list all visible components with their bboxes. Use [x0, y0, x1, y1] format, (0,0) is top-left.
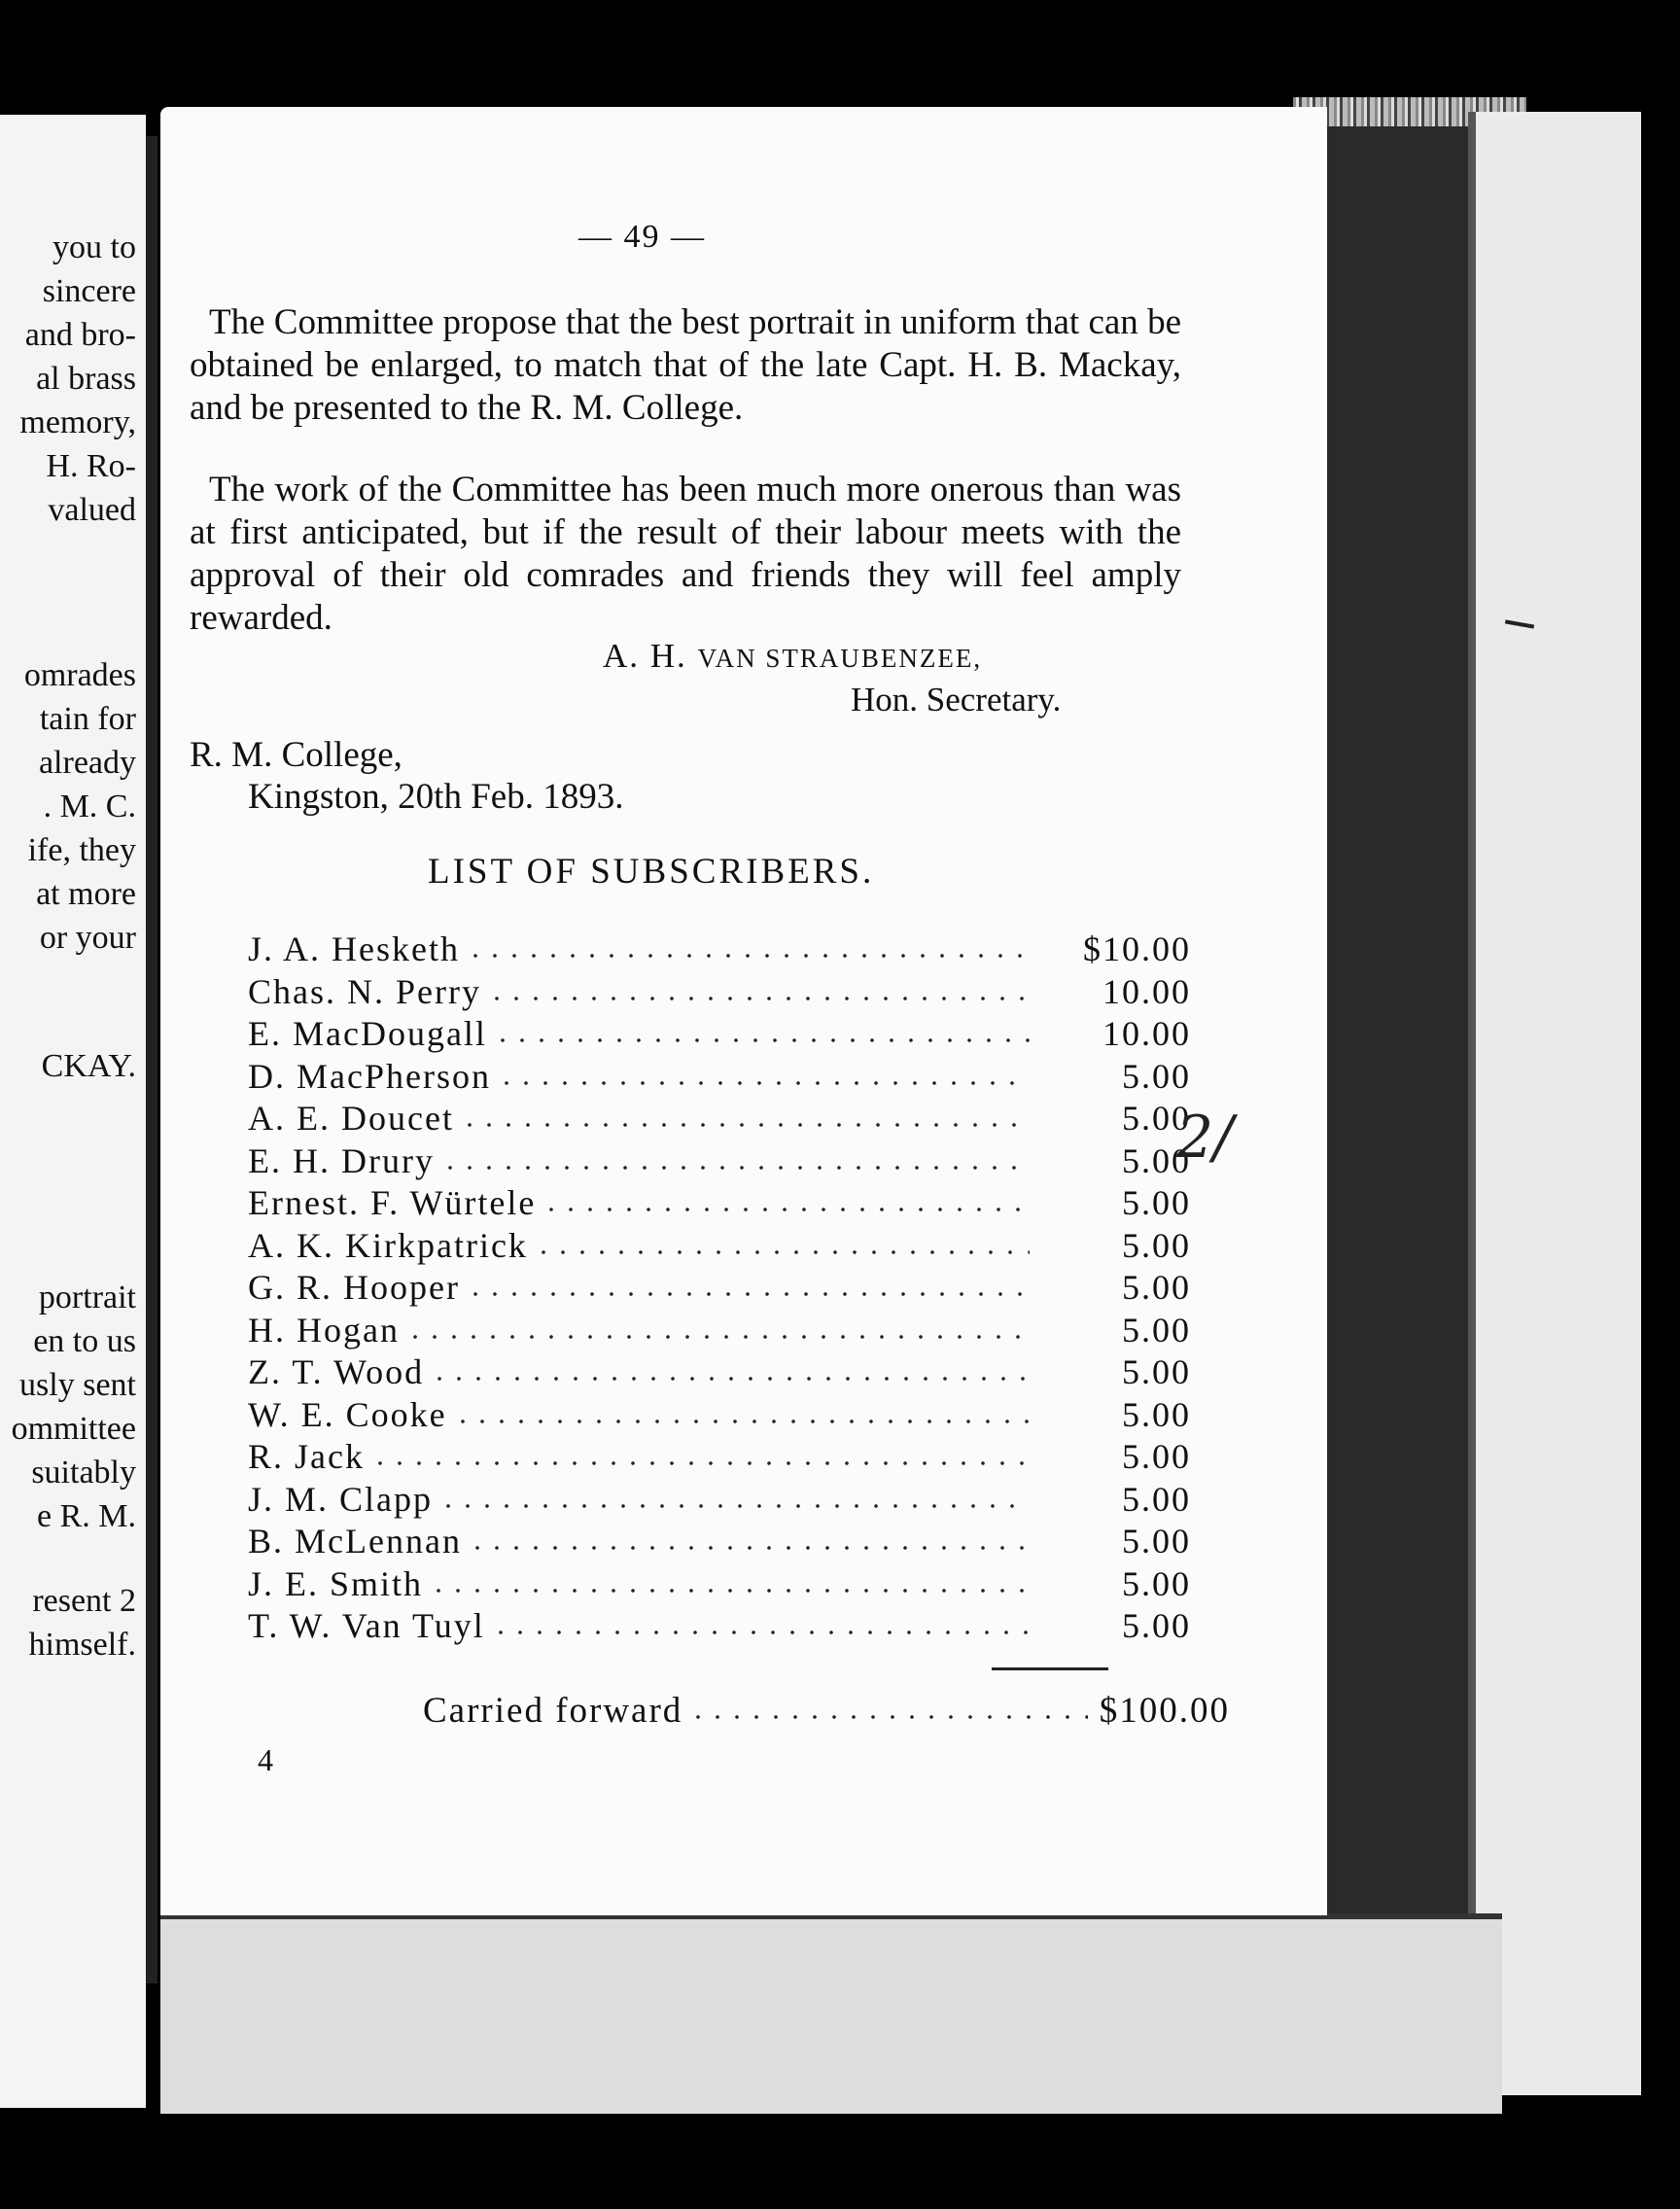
address-line-1: R. M. College,	[190, 735, 402, 775]
facing-page-line: resent 2	[32, 1583, 136, 1619]
leader-dots	[405, 1307, 1030, 1342]
facing-page-line: at more	[36, 876, 136, 912]
total-rule	[992, 1667, 1108, 1670]
subscriber-name: G. R. Hooper	[248, 1268, 460, 1307]
subscriber-name: H. Hogan	[248, 1310, 400, 1350]
leader-dots	[438, 1476, 1030, 1511]
facing-page-line: portrait	[38, 1280, 136, 1315]
leader-dots	[460, 1095, 1030, 1130]
facing-page-line: . M. C.	[43, 789, 136, 824]
facing-page-line: valued	[48, 492, 136, 528]
facing-page-line: ife, they	[27, 832, 136, 868]
subscriber-row	[248, 1010, 1220, 1053]
subscriber-name: J. E. Smith	[248, 1563, 424, 1603]
leader-dots	[429, 1560, 1030, 1595]
facing-page-line: or your	[39, 920, 136, 956]
subscriber-amount: 5.00	[1122, 1437, 1191, 1476]
subscriber-name: J. M. Clapp	[248, 1479, 434, 1519]
committee-paragraph-1: The Committee propose that the best portrait in uniform that can be obtained be enlarged, to match that of the late Capt. H. B. Mackay, and be presented to the R. M. College.	[190, 302, 1181, 428]
facing-page-line: CKAY.	[41, 1048, 136, 1084]
facing-page-line: himself.	[28, 1627, 136, 1663]
total-label: Carried forward	[423, 1691, 683, 1731]
subscriber-amount: 5.00	[1122, 1394, 1191, 1434]
signer-initials: A. H.	[603, 637, 698, 675]
facing-page-line: usly sent	[19, 1367, 136, 1403]
subscriber-row	[248, 1307, 1220, 1350]
subscriber-name: Z. T. Wood	[248, 1352, 425, 1391]
subscriber-amount: 5.00	[1122, 1140, 1191, 1180]
leader-dots	[688, 1687, 1088, 1722]
facing-page-line: en to us	[33, 1323, 136, 1359]
total-amount: $100.00	[1099, 1691, 1230, 1731]
subscriber-amount: 5.00	[1122, 1479, 1191, 1519]
leader-dots	[370, 1433, 1030, 1468]
facing-page-line: memory,	[19, 404, 136, 440]
signer-title: Hon. Secretary.	[851, 681, 1062, 719]
leader-dots	[466, 1264, 1030, 1299]
book-page	[160, 107, 1327, 1915]
subscriber-amount: 5.00	[1122, 1183, 1191, 1222]
subscriber-row	[248, 1264, 1220, 1307]
subscriber-name: R. Jack	[248, 1437, 365, 1476]
facing-page-line: already	[38, 745, 136, 781]
signer-surname: VAN STRAUBENZEE,	[697, 644, 983, 673]
subscriber-row	[248, 1138, 1220, 1180]
leader-dots	[493, 1010, 1030, 1045]
subscriber-row	[248, 1095, 1220, 1138]
subscriber-row	[248, 1053, 1220, 1096]
handwritten-mark: 2/	[1176, 1104, 1234, 1172]
subscriber-row	[248, 1476, 1220, 1519]
subscriber-amount: 5.00	[1122, 1056, 1191, 1096]
book-bottom-edge	[160, 1913, 1502, 2114]
facing-page-line: al brass	[36, 361, 136, 397]
facing-page-line: omrades	[23, 657, 136, 693]
facing-page-line: suitably	[31, 1455, 136, 1490]
sheet-number: 4	[258, 1742, 273, 1777]
leader-dots	[430, 1349, 1030, 1384]
subscriber-name: Ernest. F. Würtele	[248, 1183, 537, 1222]
subscriber-amount: 5.00	[1122, 1563, 1191, 1603]
leader-dots	[440, 1138, 1030, 1173]
background-sheet	[1468, 112, 1641, 2095]
subscriber-amount: 10.00	[1102, 1014, 1191, 1053]
signer-name	[603, 637, 982, 676]
leader-dots	[534, 1222, 1030, 1257]
subscriber-row	[248, 1518, 1220, 1560]
total-row	[423, 1687, 1230, 1732]
subscriber-amount: 5.00	[1122, 1268, 1191, 1307]
facing-page-line: you to	[52, 229, 136, 265]
facing-page-line: and bro-	[24, 317, 136, 353]
book-gutter	[146, 136, 158, 1983]
subscriber-name: D. MacPherson	[248, 1056, 491, 1096]
subscriber-amount: $10.00	[1083, 929, 1191, 968]
facing-page	[0, 115, 146, 2108]
subscriber-amount: 10.00	[1102, 971, 1191, 1011]
subscriber-row	[248, 1391, 1220, 1434]
subscriber-amount: 5.00	[1122, 1225, 1191, 1265]
subscribers-list-title: LIST OF SUBSCRIBERS.	[428, 852, 875, 892]
subscriber-amount: 5.00	[1122, 1099, 1191, 1138]
leader-dots	[468, 1518, 1030, 1553]
subscriber-row	[248, 1222, 1220, 1265]
subscriber-amount: 5.00	[1122, 1352, 1191, 1391]
subscriber-name: T. W. Van Tuyl	[248, 1606, 485, 1645]
leader-dots	[487, 968, 1030, 1003]
subscriber-amount: 5.00	[1122, 1606, 1191, 1645]
facing-page-line: tain for	[39, 701, 136, 737]
subscriber-row	[248, 968, 1220, 1011]
subscriber-amount: 5.00	[1122, 1310, 1191, 1350]
leader-dots	[542, 1179, 1030, 1214]
subscriber-row	[248, 1602, 1220, 1645]
address-line-2: Kingston, 20th Feb. 1893.	[248, 777, 624, 817]
subscribers-list	[248, 926, 1220, 1645]
subscriber-name: A. K. Kirkpatrick	[248, 1225, 528, 1265]
committee-paragraph-2: The work of the Committee has been much more onerous than was at first anticipated, but if the result of their labour meets with the approval of their old comrades and friends they will feel amply rewarded.	[190, 470, 1181, 638]
subscriber-name: B. McLennan	[248, 1522, 462, 1560]
facing-page-line: sincere	[42, 273, 136, 309]
facing-page-line: e R. M.	[37, 1498, 136, 1534]
subscriber-name: E. H. Drury	[248, 1140, 435, 1180]
facing-page-line: ommittee	[11, 1411, 136, 1447]
leader-dots	[491, 1602, 1030, 1637]
subscriber-row	[248, 1349, 1220, 1391]
subscriber-name: W. E. Cooke	[248, 1394, 447, 1434]
subscriber-row	[248, 1433, 1220, 1476]
subscriber-name: A. E. Doucet	[248, 1099, 454, 1138]
subscriber-row	[248, 926, 1220, 968]
subscriber-row	[248, 1560, 1220, 1603]
subscriber-amount: 5.00	[1122, 1522, 1191, 1560]
page-number: — 49 —	[578, 219, 706, 255]
subscriber-name: Chas. N. Perry	[248, 971, 481, 1011]
book-cover-edge	[1327, 126, 1473, 1974]
facing-page-line: H. Ro-	[46, 448, 136, 484]
subscriber-name: J. A. Hesketh	[248, 929, 460, 968]
leader-dots	[453, 1391, 1030, 1426]
leader-dots	[497, 1053, 1030, 1088]
subscriber-row	[248, 1179, 1220, 1222]
subscriber-name: E. MacDougall	[248, 1014, 487, 1053]
leader-dots	[466, 926, 1030, 961]
